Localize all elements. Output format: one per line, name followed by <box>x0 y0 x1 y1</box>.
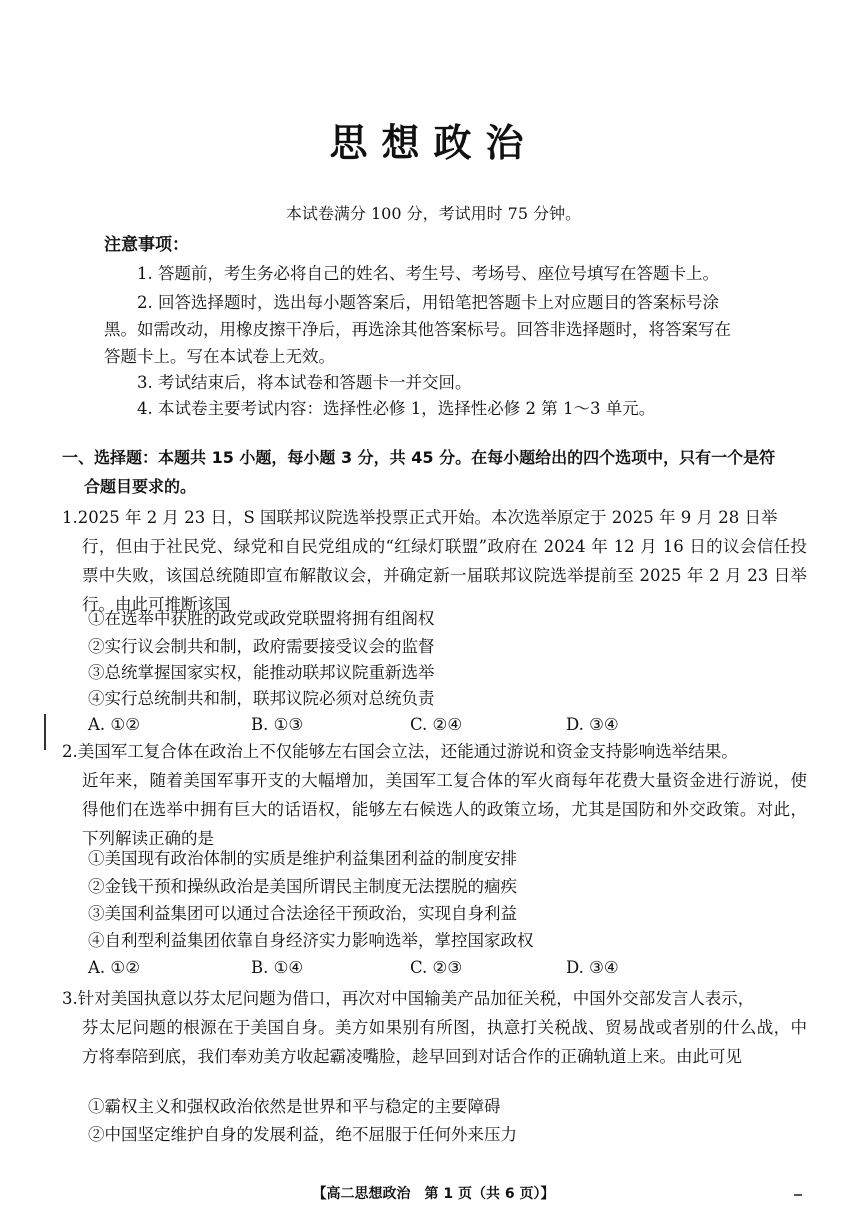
question-1-choices <box>88 711 788 739</box>
question-stem-first: 针对美国执意以芬太尼问题为借口，再次对中国输美产品加征关税，中国外交部发言人表示， <box>77 989 755 1008</box>
section-heading-line: 合题目要求的。 <box>84 477 197 496</box>
question-1-option: ②实行议会制共和制，政府需要接受议会的监督 <box>88 637 435 656</box>
choice-a: A. ①② <box>88 715 140 734</box>
question-1-option: ③总统掌握国家实权，能推动联邦议院重新选举 <box>88 663 435 682</box>
question-2-option: ②金钱干预和操纵政治是美国所谓民主制度无法摆脱的痼疾 <box>88 877 517 896</box>
choice-a: A. ①② <box>88 958 140 977</box>
question-1-option: ④实行总统制共和制，联邦议院必须对总统负责 <box>88 689 435 708</box>
question-3-stem <box>62 984 807 1071</box>
question-2-stem <box>62 737 807 853</box>
question-stem-rest: 行，但由于社民党、绿党和自民党组成的“红绿灯联盟”政府在 2024 年 12 月 16 日的议会信任投票中失败，该国总统随即宣布解散议会，并确定新一届联邦议院选举提前至 2025 年 2 月 23 日举行。由此可推断该国 <box>82 537 807 614</box>
question-3-option: ①霸权主义和强权政治依然是世界和平与稳定的主要障碍 <box>88 1097 501 1116</box>
question-1-stem <box>62 503 807 619</box>
question-number: 2. <box>62 742 78 761</box>
question-stem-rest: 芬太尼问题的根源在于美国自身。美方如果别有所图，执意打关税战、贸易战或者别的什么战，中方将奉陪到底，我们奉劝美方收起霸凌嘴脸，趁早回到对话合作的正确轨道上来。由此可见 <box>82 1018 807 1066</box>
question-number: 3. <box>62 989 78 1008</box>
question-stem-rest: 近年来，随着美国军事开支的大幅增加，美国军工复合体的军火商每年花费大量资金进行游说，使得他们在选举中拥有巨大的话语权，能够左右候选人的政策立场，尤其是国防和外交政策。对此，下列解读正确的是 <box>82 771 807 848</box>
notice-line: 2. 回答选择题时，选出每小题答案后，用铅笔把答题卡上对应题目的答案标号涂 <box>137 293 719 312</box>
page-footer: 【高二思想政治 第 1 页（共 6 页）】 <box>312 1186 555 1202</box>
choice-b: B. ①④ <box>251 958 304 977</box>
question-1-option: ①在选举中获胜的政党或政党联盟将拥有组阁权 <box>88 609 435 628</box>
choice-c: C. ②③ <box>410 958 463 977</box>
choice-d: D. ③④ <box>566 958 619 977</box>
scan-artifact <box>794 1194 802 1196</box>
section-heading <box>62 443 802 501</box>
question-2-option: ④自利型利益集团依靠自身经济实力影响选举，掌控国家政权 <box>88 931 534 950</box>
choice-c: C. ②④ <box>410 715 463 734</box>
question-stem-first: 美国军工复合体在政治上不仅能够左右国会立法，还能通过游说和资金支持影响选举结果。 <box>77 742 738 761</box>
page-title: 思想政治 <box>329 121 538 165</box>
question-stem-first: 2025 年 2 月 23 日，S 国联邦议院选举投票正式开始。本次选举原定于 2025 年 9 月 28 日举 <box>77 508 778 527</box>
margin-mark <box>44 714 46 750</box>
question-2-option: ①美国现有政治体制的实质是维护利益集团利益的制度安排 <box>88 849 517 868</box>
question-2-choices <box>88 954 788 982</box>
choice-b: B. ①③ <box>251 715 304 734</box>
exam-info: 本试卷满分 100 分，考试用时 75 分钟。 <box>285 204 582 223</box>
notice-line: 黑。如需改动，用橡皮擦干净后，再选涂其他答案标号。回答非选择题时，将答案写在 <box>104 320 731 339</box>
question-2-option: ③美国利益集团可以通过合法途径干预政治，实现自身利益 <box>88 904 517 923</box>
question-number: 1. <box>62 508 78 527</box>
notice-line: 1. 答题前，考生务必将自己的姓名、考生号、考场号、座位号填写在答题卡上。 <box>137 264 719 283</box>
notice-line: 4. 本试卷主要考试内容：选择性必修 1，选择性必修 2 第 1～3 单元。 <box>137 399 656 418</box>
section-heading-line: 一、选择题：本题共 15 小题，每小题 3 分，共 45 分。在每小题给出的四个选项中，只有一个是符 <box>62 448 776 467</box>
notice-heading: 注意事项： <box>104 235 189 255</box>
notice-line: 3. 考试结束后，将本试卷和答题卡一并交回。 <box>137 373 472 392</box>
choice-d: D. ③④ <box>566 715 619 734</box>
notice-line: 答题卡上。写在本试卷上无效。 <box>104 347 335 366</box>
question-3-option: ②中国坚定维护自身的发展利益，绝不屈服于任何外来压力 <box>88 1125 517 1144</box>
